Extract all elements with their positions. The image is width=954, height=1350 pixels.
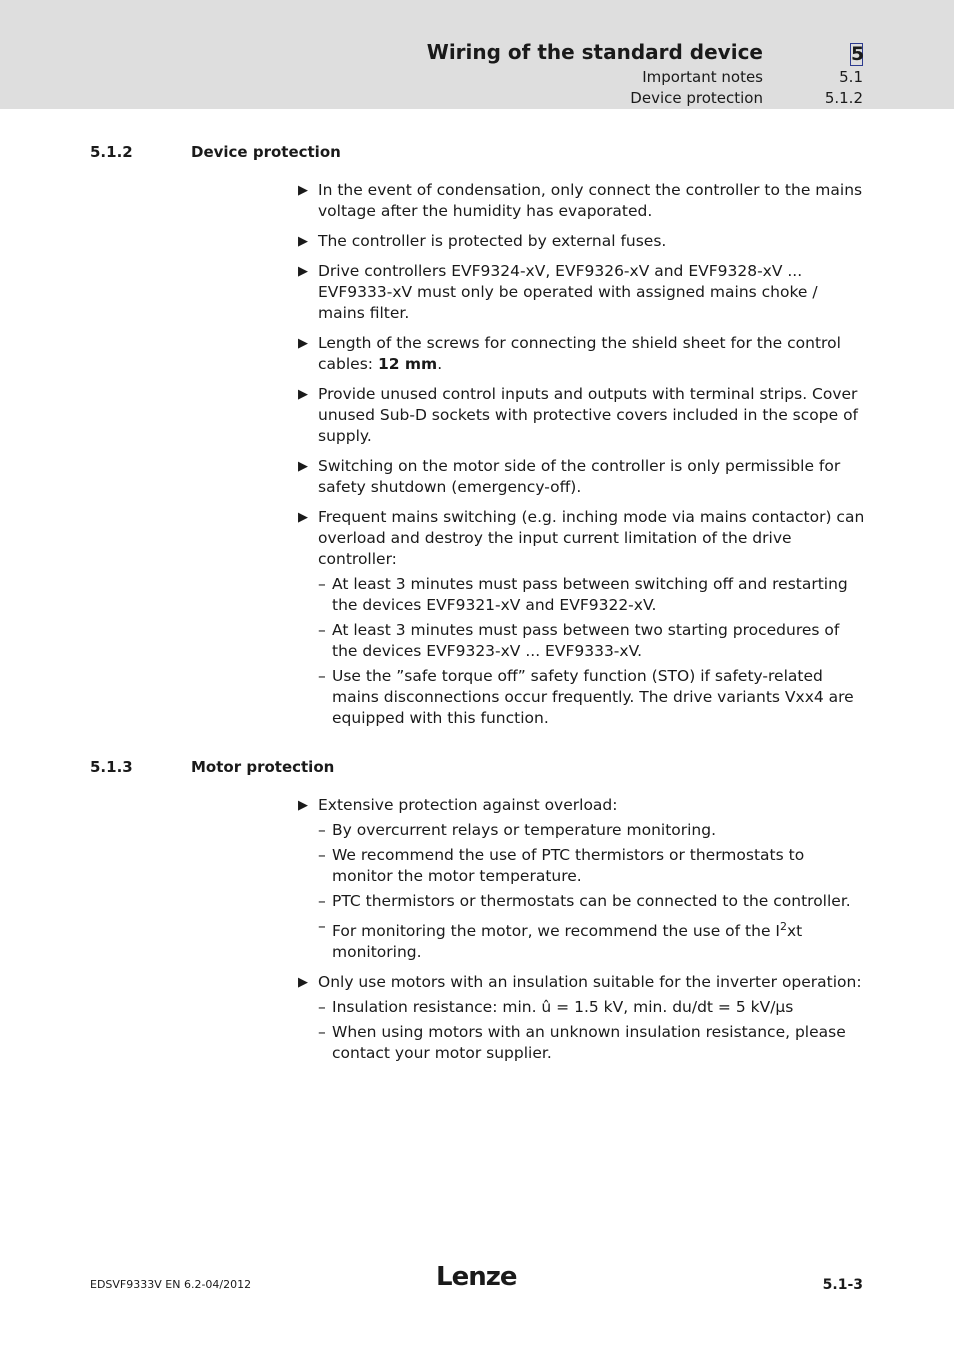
sub-list-item: – At least 3 minutes must pass between two starting procedures of the devices EVF9323-xV ... EVF9333-xV. bbox=[318, 621, 840, 660]
sub-list-item: – When using motors with an unknown insulation resistance, please contact your motor supplier. bbox=[318, 1023, 846, 1063]
lenze-logo: Lenze bbox=[436, 1262, 517, 1292]
motor-protection-list bbox=[298, 795, 868, 1073]
sub-list-item: – We recommend the use of PTC thermistors or thermostats to monitor the motor temperature. bbox=[318, 846, 805, 885]
sub-list-item: – Use the ”safe torque off” safety function (STO) if safety-related mains disconnections occur frequently. The drive variants Vxx4 are equipped with this function. bbox=[318, 667, 854, 727]
list-item: ▶ In the event of condensation, only connect the controller to the mains voltage after the humidity has evaporated. bbox=[298, 181, 863, 220]
arrow-bullet-icon: ▶ bbox=[298, 264, 308, 279]
subsection-label: Device protection bbox=[630, 89, 763, 107]
arrow-bullet-icon: ▶ bbox=[298, 459, 308, 474]
sub-list-item: – For monitoring the motor, we recommend the use of the $I^2xt$ monitoring. bbox=[318, 917, 803, 962]
list-item: ▶ Extensive protection against overload: – By overcurrent relays or temperature monitoring. – We recommend the use of PTC thermistors or thermostats to monitor the motor temperature. – PTC thermistors or thermostats can be connected to the controller. – For monitoring the motor, we recommend the use of the $I^2xt$ monitoring. bbox=[298, 795, 868, 963]
motor-protection-heading: Motor protection bbox=[191, 758, 335, 776]
sub-list-item: – At least 3 minutes must pass between switching off and restarting the devices EVF9321-xV and EVF9322-xV. bbox=[318, 575, 848, 614]
arrow-bullet-icon: ▶ bbox=[298, 387, 308, 402]
list-item: ▶ Length of the screws for connecting the shield sheet for the control cables: 12 mm. bbox=[298, 334, 841, 373]
chapter-title: Wiring of the standard device bbox=[426, 40, 763, 64]
arrow-bullet-icon: ▶ bbox=[298, 336, 308, 351]
list-item: ▶ Only use motors with an insulation suitable for the inverter operation: – Insulation resistance: min. û = 1.5 kV, min. du/dt = 5 kV/μs – When using motors with an unknown insulation resistance, please contact your motor supplier. bbox=[298, 972, 868, 1064]
motor-protection-number: 5.1.3 bbox=[90, 758, 133, 776]
list-item: ▶ Frequent mains switching (e.g. inching mode via mains contactor) can overload and destroy the input current limitation of the drive controller: – At least 3 minutes must pass between switching off and restarting the devices EVF9321-xV and EVF9322-xV. – At least 3 minutes must pass between two starting procedures of the devices EVF9323-xV ... EVF9333-xV. – Use the ”safe torque off” safety function (STO) if safety-related mains disconnections occur frequently. The drive variants Vxx4 are equipped with this function. bbox=[298, 507, 868, 729]
document-id: EDSVF9333V EN 6.2-04/2012 bbox=[90, 1278, 252, 1291]
section-number: 5.1 bbox=[839, 68, 863, 86]
device-protection-number: 5.1.2 bbox=[90, 143, 133, 161]
device-protection-heading: Device protection bbox=[191, 143, 341, 161]
device-protection-list bbox=[298, 180, 868, 738]
chapter-number[interactable]: 5 bbox=[851, 43, 865, 65]
screw-length-value: 12 mm bbox=[377, 355, 438, 373]
section-label: Important notes bbox=[642, 68, 763, 86]
sub-list bbox=[318, 820, 868, 963]
arrow-bullet-icon: ▶ bbox=[298, 510, 308, 525]
arrow-bullet-icon: ▶ bbox=[298, 183, 308, 198]
subsection-number: 5.1.2 bbox=[824, 89, 863, 107]
sub-list-item: – By overcurrent relays or temperature monitoring. bbox=[318, 821, 717, 839]
sub-list-item: – Insulation resistance: min. û = 1.5 kV, min. du/dt = 5 kV/μs bbox=[318, 998, 794, 1017]
page-number: 5.1-3 bbox=[822, 1277, 863, 1293]
sub-list bbox=[318, 574, 868, 729]
arrow-bullet-icon: ▶ bbox=[298, 234, 308, 249]
sub-list-item: – PTC thermistors or thermostats can be connected to the controller. bbox=[318, 892, 851, 910]
sub-list bbox=[318, 997, 868, 1064]
list-item: ▶ Provide unused control inputs and outputs with terminal strips. Cover unused Sub-D sockets with protective covers included in the scope of supply. bbox=[298, 385, 859, 445]
arrow-bullet-icon: ▶ bbox=[298, 798, 308, 813]
list-item: ▶ The controller is protected by external fuses. bbox=[298, 232, 667, 250]
list-item: ▶ Switching on the motor side of the controller is only permissible for safety shutdown (emergency-off). bbox=[298, 457, 841, 496]
list-item: ▶ Drive controllers EVF9324-xV, EVF9326-xV and EVF9328-xV ... EVF9333-xV must only be operated with assigned mains choke / mains filter. bbox=[298, 262, 818, 322]
arrow-bullet-icon: ▶ bbox=[298, 975, 308, 991]
